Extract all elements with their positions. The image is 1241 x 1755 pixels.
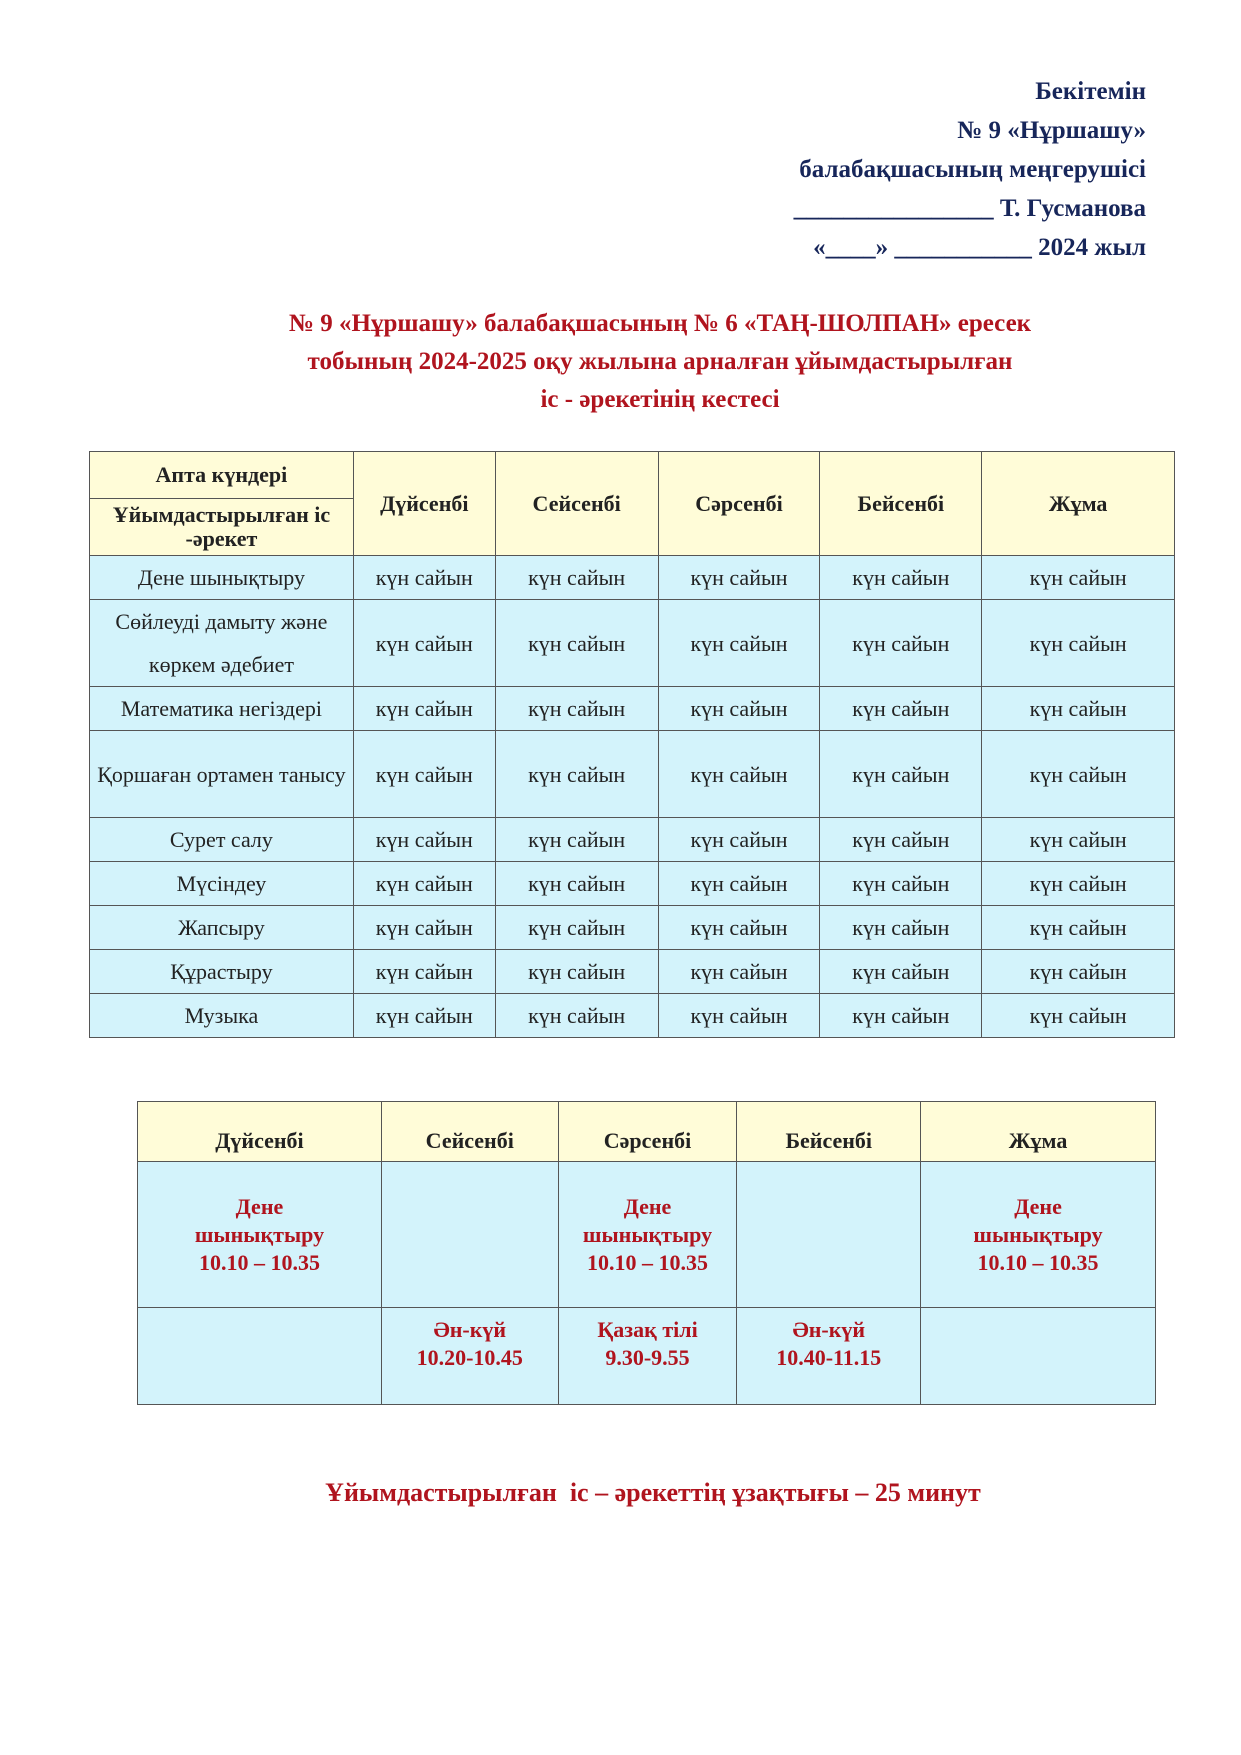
- lesson-time: 10.10 – 10.35: [977, 1249, 1099, 1275]
- table-cell: күн сайын: [820, 994, 982, 1038]
- activity-name: Музыка: [90, 994, 354, 1038]
- table-cell: күн сайын: [982, 906, 1175, 950]
- lesson-name: Ән-күй: [792, 1317, 866, 1342]
- day-header: Жұма: [982, 452, 1175, 556]
- table-row: [90, 950, 1175, 994]
- table-cell: күн сайын: [353, 731, 495, 818]
- schedule-cell: [138, 1162, 382, 1308]
- activity-name: Мүсіндеу: [90, 862, 354, 906]
- title-line: № 9 «Нұршашу» балабақшасының № 6 «ТАҢ-ШОЛПАН» ересек: [288, 310, 1032, 337]
- schedule-cell: [381, 1162, 558, 1308]
- table-row: [90, 731, 1175, 818]
- table-cell: күн сайын: [658, 906, 820, 950]
- table-cell: күн сайын: [982, 556, 1175, 600]
- table-cell: күн сайын: [658, 950, 820, 994]
- lesson-name: Дене шынықтыру: [194, 1193, 325, 1247]
- table-row: [90, 687, 1175, 731]
- activity-table: [89, 451, 1175, 1038]
- table-cell: күн сайын: [353, 600, 495, 687]
- table-cell: күн сайын: [495, 950, 658, 994]
- activity-name: Сурет салу: [90, 818, 354, 862]
- activity-name: Дене шынықтыру: [90, 556, 354, 600]
- table-cell: күн сайын: [658, 818, 820, 862]
- approval-block: [794, 72, 1146, 267]
- day-header: Сейсенбі: [495, 452, 658, 556]
- schedule-cell: [921, 1162, 1156, 1308]
- table-cell: күн сайын: [820, 556, 982, 600]
- lesson-time: 10.10 – 10.35: [587, 1249, 709, 1275]
- day-header: Жұма: [921, 1102, 1156, 1162]
- day-header: Дүйсенбі: [138, 1102, 382, 1162]
- day-header: Сейсенбі: [381, 1102, 558, 1162]
- table-cell: күн сайын: [982, 818, 1175, 862]
- table-cell: күн сайын: [982, 950, 1175, 994]
- table-cell: күн сайын: [495, 862, 658, 906]
- approval-line: ________________ Т. Гусманова: [793, 195, 1146, 222]
- lesson-time: 10.10 – 10.35: [198, 1249, 320, 1275]
- table-cell: күн сайын: [982, 687, 1175, 731]
- table-cell: күн сайын: [982, 994, 1175, 1038]
- table-cell: күн сайын: [982, 862, 1175, 906]
- table-cell: күн сайын: [495, 687, 658, 731]
- day-header: Бейсенбі: [737, 1102, 921, 1162]
- table-row: [90, 556, 1175, 600]
- schedule-cell: [138, 1308, 382, 1405]
- lesson-time: 10.20-10.45: [416, 1345, 523, 1370]
- activity-name: Математика негіздері: [90, 687, 354, 731]
- approval-line: балабақшасының меңгерушісі: [799, 156, 1146, 183]
- table-row: [90, 600, 1175, 687]
- table-cell: күн сайын: [353, 862, 495, 906]
- table-cell: күн сайын: [982, 600, 1175, 687]
- table-cell: күн сайын: [658, 994, 820, 1038]
- table-cell: күн сайын: [982, 731, 1175, 818]
- schedule-row: [138, 1162, 1156, 1308]
- table-cell: күн сайын: [353, 906, 495, 950]
- table-cell: күн сайын: [820, 950, 982, 994]
- title-line: іс - әрекетінің кестесі: [540, 386, 780, 413]
- day-header: Дүйсенбі: [353, 452, 495, 556]
- lesson-name: Дене шынықтыру: [582, 1193, 713, 1247]
- table-cell: күн сайын: [820, 600, 982, 687]
- lesson-time: 10.40-11.15: [776, 1345, 882, 1370]
- table-cell: күн сайын: [353, 950, 495, 994]
- schedule-cell: [558, 1162, 737, 1308]
- schedule-cell: [737, 1162, 921, 1308]
- table-cell: күн сайын: [353, 994, 495, 1038]
- day-header: Сәрсенбі: [558, 1102, 737, 1162]
- activity-name: Құрастыру: [90, 950, 354, 994]
- table-cell: күн сайын: [495, 600, 658, 687]
- title-line: тобының 2024-2025 оқу жылына арналған ұйымдастырылған: [307, 348, 1013, 375]
- table-cell: күн сайын: [820, 731, 982, 818]
- table-row: [90, 906, 1175, 950]
- schedule-cell: [381, 1308, 558, 1405]
- table-cell: күн сайын: [820, 818, 982, 862]
- table-cell: күн сайын: [495, 731, 658, 818]
- table-cell: күн сайын: [658, 731, 820, 818]
- table-cell: күн сайын: [495, 818, 658, 862]
- schedule-cell: [921, 1308, 1156, 1405]
- table-cell: күн сайын: [658, 556, 820, 600]
- schedule-cell: [737, 1308, 921, 1405]
- corner-header-activity: Ұйымдастырылған іс -әрекет: [90, 499, 354, 556]
- table-cell: күн сайын: [820, 906, 982, 950]
- table-cell: күн сайын: [658, 687, 820, 731]
- day-header: Сәрсенбі: [658, 452, 820, 556]
- table-cell: күн сайын: [820, 862, 982, 906]
- lesson-name: Қазақ тілі: [597, 1317, 698, 1342]
- table-cell: күн сайын: [495, 994, 658, 1038]
- approval-line: Бекітемін: [1035, 78, 1146, 105]
- table-row: [90, 818, 1175, 862]
- day-header: Бейсенбі: [820, 452, 982, 556]
- schedule-cell: [558, 1308, 737, 1405]
- activity-name: Жапсыру: [90, 906, 354, 950]
- lesson-name: Дене шынықтыру: [973, 1193, 1103, 1247]
- table-cell: күн сайын: [658, 600, 820, 687]
- schedule-table: [137, 1101, 1156, 1405]
- table-cell: күн сайын: [353, 687, 495, 731]
- duration-note: Ұйымдастырылған іс – әрекеттің ұзақтығы – 25 минут: [325, 1478, 981, 1507]
- table-row: [90, 994, 1175, 1038]
- table-cell: күн сайын: [353, 818, 495, 862]
- table-cell: күн сайын: [658, 862, 820, 906]
- lesson-time: 9.30-9.55: [605, 1345, 690, 1370]
- activity-name: Сөйлеуді дамыту және көркем әдебиет: [90, 600, 354, 687]
- activity-name: Қоршаған ортамен танысу: [90, 731, 354, 818]
- approval-line: № 9 «Нұршашу»: [957, 117, 1146, 144]
- table-cell: күн сайын: [820, 687, 982, 731]
- approval-line: «____» ___________ 2024 жыл: [813, 234, 1146, 261]
- schedule-row: [138, 1308, 1156, 1405]
- table-cell: күн сайын: [495, 906, 658, 950]
- table-cell: күн сайын: [495, 556, 658, 600]
- document-title: [130, 305, 1190, 419]
- lesson-name: Ән-күй: [433, 1317, 507, 1342]
- table-cell: күн сайын: [353, 556, 495, 600]
- corner-header-days: Апта күндері: [90, 452, 354, 499]
- table-row: [90, 862, 1175, 906]
